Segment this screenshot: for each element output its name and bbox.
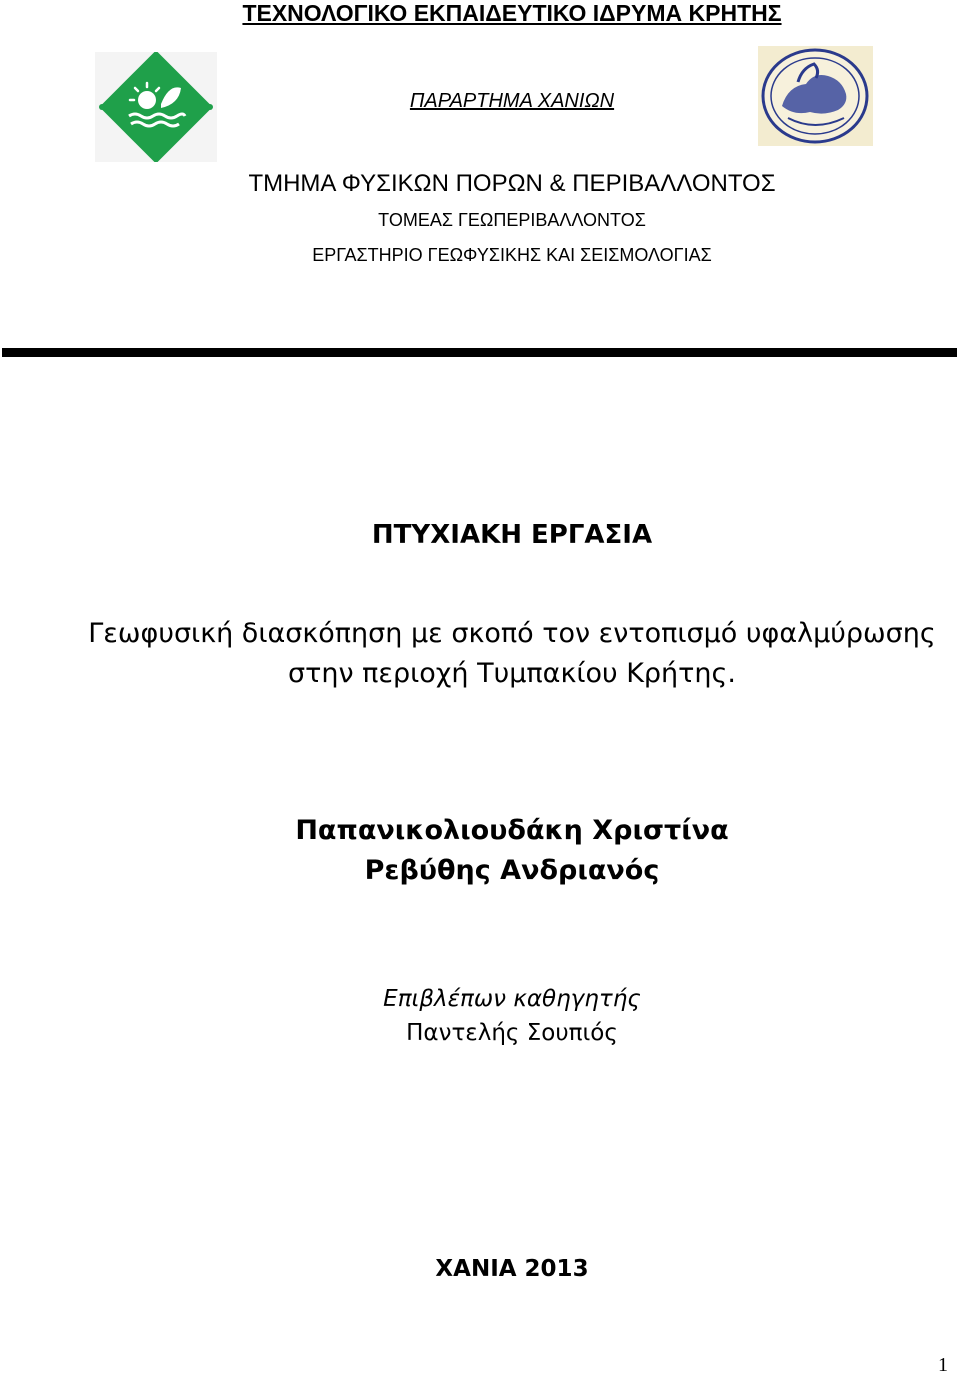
thesis-type: ΠΤΥΧΙΑΚΗ ΕΡΓΑΣΙΑ [371,520,653,550]
institution-name: ΤΕΧΝΟΛΟΓΙΚΟ ΕΚΠΑΙΔΕΥΤΙΚΟ ΙΔΡΥΜΑ ΚΡΗΤΗΣ [242,0,782,26]
author-name: Παπανικολιουδάκη Χριστίνα [295,815,729,846]
supervisor-name: Παντελής Σουπιός [406,1020,618,1046]
place-year: ΧΑΝΙΑ 2013 [435,1256,589,1282]
page-number: 1 [938,1354,948,1376]
lab-name: ΕΡΓΑΣΤΗΡΙΟ ΓΕΩΦΥΣΙΚΗΣ ΚΑΙ ΣΕΙΣΜΟΛΟΓΙΑΣ [312,245,712,265]
divider [2,348,957,357]
sector-name: ΤΟΜΕΑΣ ΓΕΩΠΕΡΙΒΑΛΛΟΝΤΟΣ [378,210,646,230]
thesis-title-line-1: Γεωφυσική διασκόπηση με σκοπό τον εντοπισμό υφαλμύρωσης [88,618,936,649]
author-name: Ρεβύθης Ανδριανός [364,855,660,886]
thesis-title-line-2: στην περιοχή Τυμπακίου Κρήτης. [288,658,736,689]
department-name: ΤΜΗΜΑ ΦΥΣΙΚΩΝ ΠΟΡΩΝ & ΠΕΡΙΒΑΛΛΟΝΤΟΣ [248,170,776,197]
branch-name: ΠΑΡΑΡΤΗΜΑ ΧΑΝΙΩΝ [409,90,615,112]
supervisor-label: Επιβλέπων καθηγητής [383,986,641,1012]
